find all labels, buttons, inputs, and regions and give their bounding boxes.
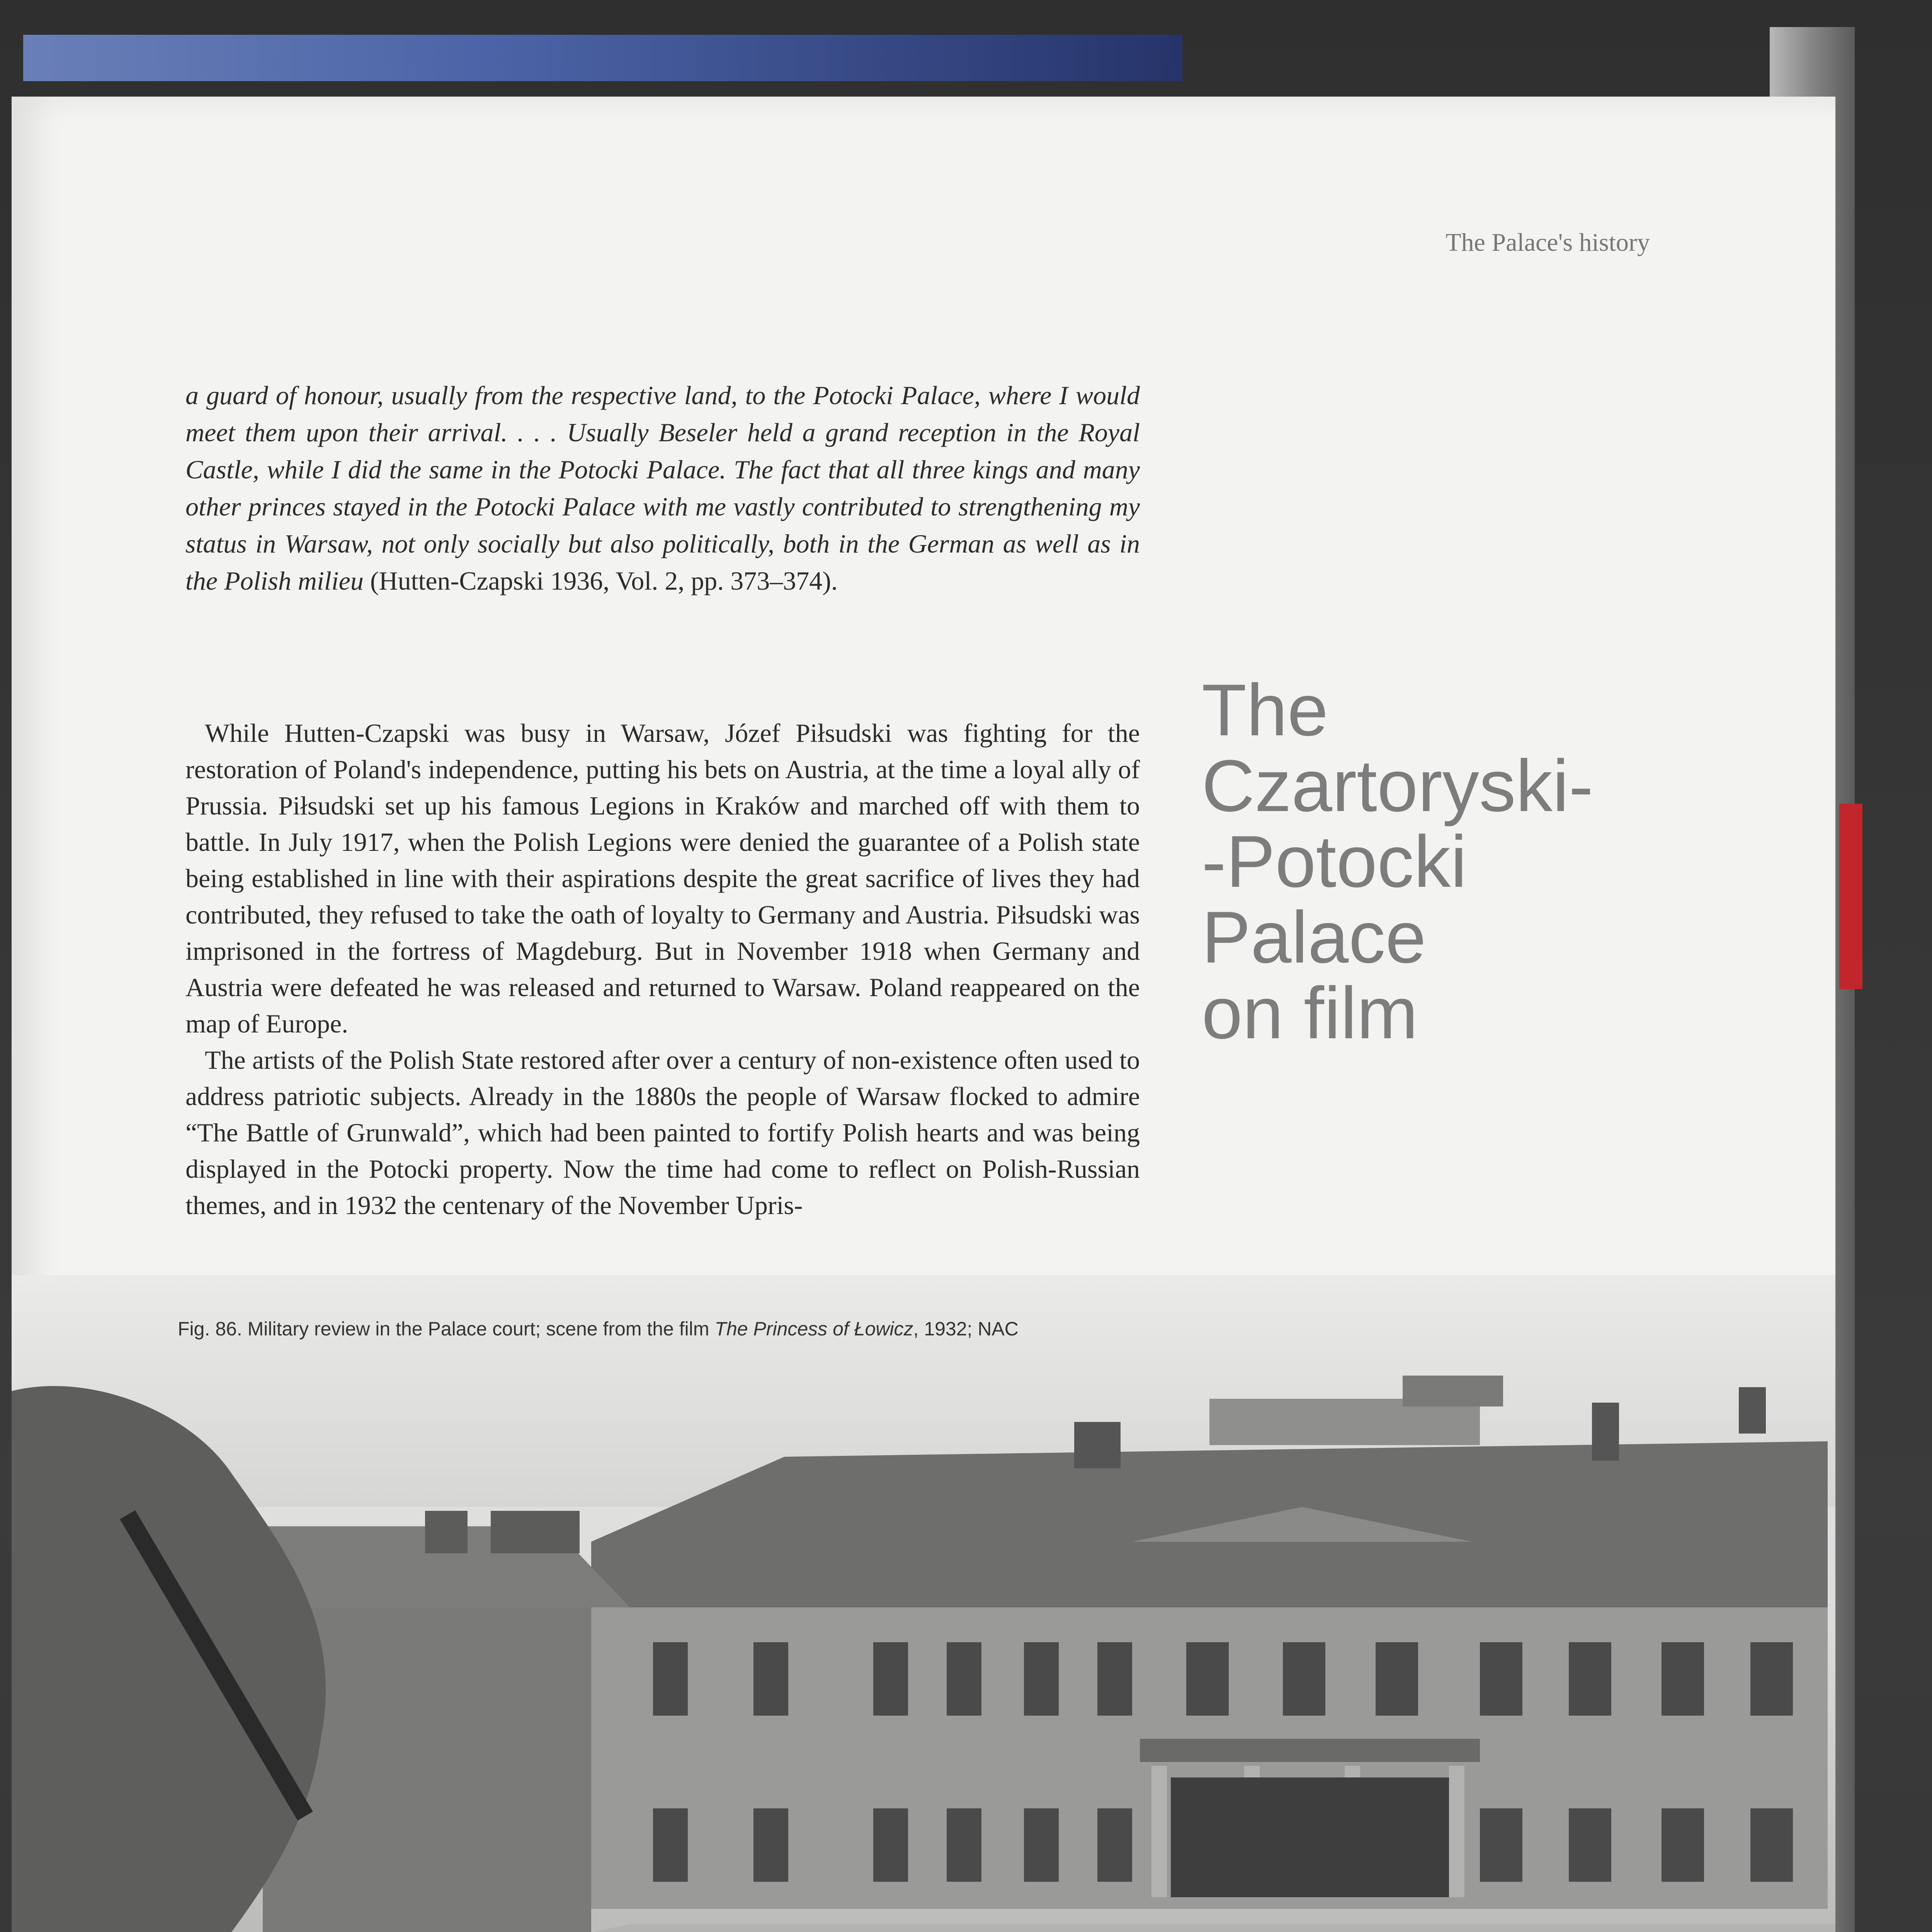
paragraph: While Hutten-Czapski was busy in Warsaw, Józef Piłsudski was fighting for the restoration of Poland's independence, putting his bets on Austria, at the time a loyal ally of Prussia. Piłsudski set up his famous Legions in Kraków and marched off with them to battle. In July 1917, when the Polish Legions were denied the guarantee of a Polish state being established in line with their aspirations despite the great sacrifice of lives they had contributed, they refused to take the oath of loyalty to Germany and Austria. Piłsudski was imprisoned in the fortress of Magdeburg. But in November 1918 when Germany and Austria were defeated he was released and returned to Warsaw. Poland reappeared on the map of Europe. <box>185 718 1140 1038</box>
running-head: The Palace's history <box>1446 228 1650 257</box>
body-text <box>185 715 1140 1223</box>
book-cover-edge <box>23 35 1182 81</box>
caption-suffix: , 1932; NAC <box>913 1318 1019 1340</box>
caption-prefix: Fig. 86. Military review in the Palace court; scene from the film <box>178 1318 715 1340</box>
quote-italic-text: a guard of honour, usually from the respective land, to the Potocki Palace, where I would meet them upon their arrival. . . . Usually Beseler held a grand reception in the Royal Castle, while I did the same in the Potocki Palace. The fact that all three kings and many other princes stayed in the Potocki Palace with me vastly contributed to strengthening my status in Warsaw, not only socially but also politically, both in the German as well as in the Polish milieu <box>185 381 1140 595</box>
caption-film-title: The Princess of Łowicz <box>714 1318 913 1340</box>
block-quote <box>185 377 1140 599</box>
red-bookmark-tab <box>1839 804 1862 989</box>
paragraph: The artists of the Polish State restored after over a century of non-existence often used to address patriotic subjects. Already in the 1880s the people of Warsaw flocked to admire “The Battle of Grunwald”, which had been painted to fortify Polish hearts and was being displayed in the Potocki property. Now the time had come to reflect on Polish-Russian themes, and in 1932 the centenary of the November Upris- <box>185 1045 1140 1220</box>
palace-courtyard-photo <box>12 1275 1835 1932</box>
quote-citation: (Hutten-Czapski 1936, Vol. 2, pp. 373–374). <box>363 566 838 595</box>
figure-photo <box>12 1275 1835 1932</box>
figure-caption <box>178 1318 1182 1340</box>
chapter-title: The Czartoryski- -Potocki Palace on film <box>1202 669 1594 1054</box>
